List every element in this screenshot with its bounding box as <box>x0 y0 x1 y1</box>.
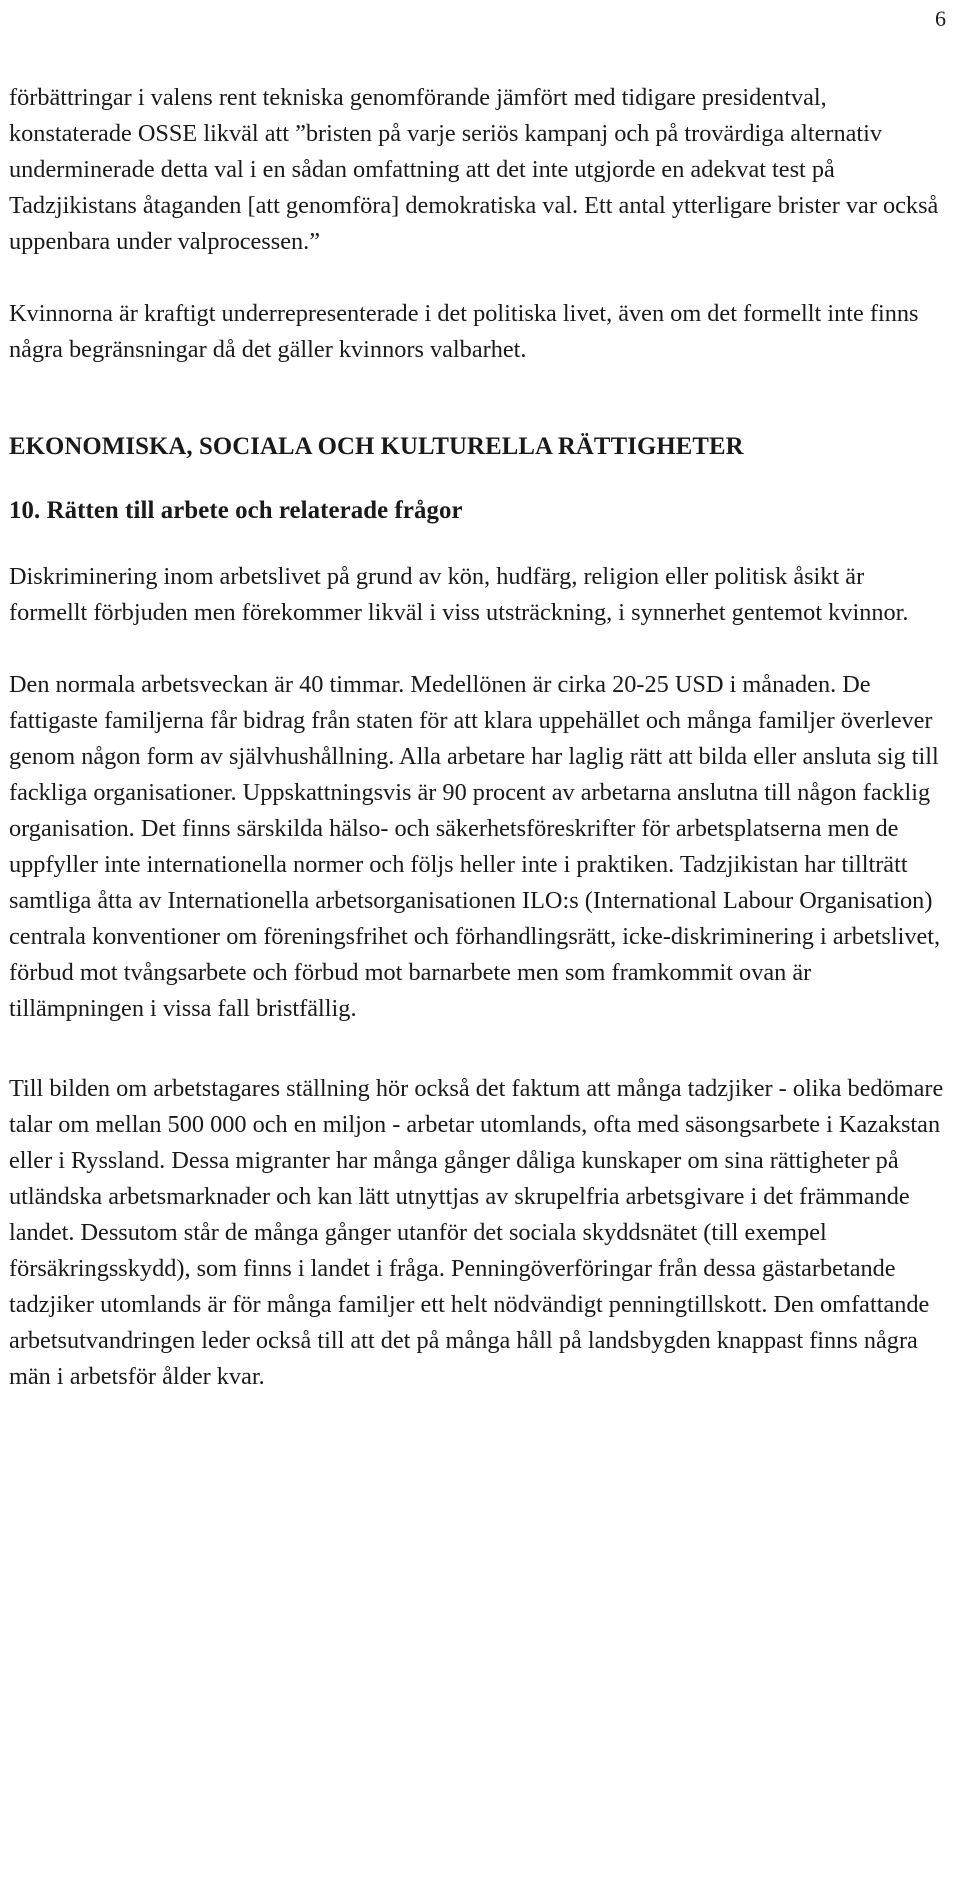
paragraph-discrimination: Diskriminering inom arbetslivet på grund av kön, hudfärg, religion eller politisk åsikt är formellt förbjuden men förekommer likväl i viss utsträckning, i synnerhet gentemot kvinnor. <box>9 563 909 626</box>
section-heading: EKONOMISKA, SOCIALA OCH KULTURELLA RÄTTIGHETER <box>9 433 744 460</box>
paragraph-working-conditions: Den normala arbetsveckan är 40 timmar. Medellönen är cirka 20-25 USD i månaden. De fattigaste familjerna får bidrag från staten för att klara uppehället och många familjer överlever genom någon form av självhushållning. Alla arbetare har laglig rätt att bilda eller ansluta sig till fackliga organisationer. Uppskattningsvis är 90 procent av arbetarna anslutna till någon facklig organisation. Det finns särskilda hälso- och säkerhetsföreskrifter för arbetsplatserna men de uppfyller inte internationella normer och följs heller inte i praktiken. Tadzjikistan har tillträtt samtliga åtta av Internationella arbetsorganisationen ILO:s (International Labour Organisation) centrala konventioner om föreningsfrihet och förhandlingsrätt, icke-diskriminering i arbetslivet, förbud mot tvångsarbete och förbud mot barnarbete men som framkommit ovan är tillämpningen i vissa fall bristfällig. <box>9 671 941 1022</box>
paragraph-election-report: förbättringar i valens rent tekniska genomförande jämfört med tidigare presidentval, konstaterade OSSE likväl att ”bristen på varje seriös kampanj och på trovärdiga alternativ underminerade detta val i en sådan omfattning att det inte utgjorde en adekvat test på Tadzjikistans åtaganden [att genomföra] demokratiska val. Ett antal ytterligare brister var också uppenbara under valprocessen.” <box>9 84 939 255</box>
paragraph-labour-migration: Till bilden om arbetstagares ställning hör också det faktum att många tadzjiker - olika bedömare talar om mellan 500 000 och en miljon - arbetar utomlands, ofta med säsongsarbete i Kazakstan eller i Ryssland. Dessa migranter har många gånger dåliga kunskaper om sina rättigheter på utländska arbetsmarknader och kan lätt utnyttjas av skrupelfria arbetsgivare i det främmande landet. Dessutom står de många gånger utanför det sociala skyddsnätet (till exempel försäkringsskydd), som finns i landet i fråga. Penningöverföringar från dessa gästarbetande tadzjiker utomlands är för många familjer ett helt nödvändigt penningtillskott. Den omfattande arbetsutvandringen leder också till att det på många håll på landsbygden knappast finns några män i arbetsför ålder kvar. <box>9 1075 944 1390</box>
document-body <box>9 80 944 1395</box>
paragraph-women-representation: Kvinnorna är kraftigt underrepresenterade i det politiska livet, även om det formellt inte finns några begränsningar då det gäller kvinnors valbarhet. <box>9 300 919 363</box>
subsection-heading: 10. Rätten till arbete och relaterade frågor <box>9 497 463 524</box>
page-number: 6 <box>935 6 946 31</box>
